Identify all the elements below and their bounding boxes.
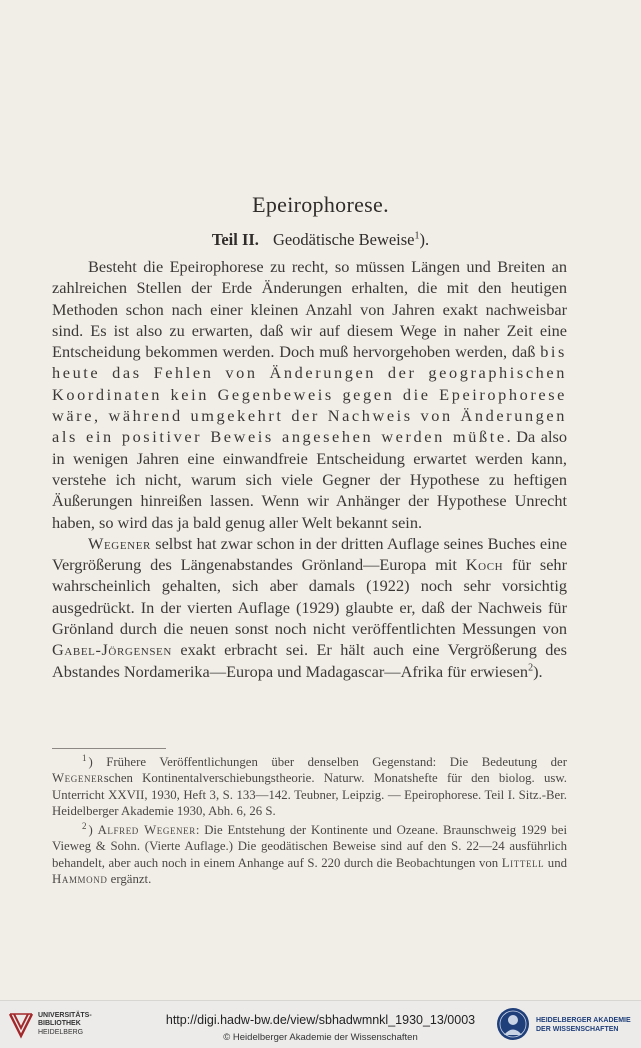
academy-seal-logo-icon[interactable] — [496, 1007, 530, 1041]
academy-line-2: DER WISSENSCHAFTEN — [536, 1025, 619, 1033]
body-text — [52, 256, 567, 682]
footnotes — [52, 754, 567, 890]
academy-line-1: HEIDELBERGER AKADEMIE — [536, 1017, 631, 1024]
footnote-2-author: Alfred Wegener — [97, 823, 196, 838]
viewer-footer — [0, 1000, 641, 1048]
paragraph-1-text-c: . Da also in wenigen Jahren eine einwandfreie Entscheidung erwartet werden kann, verstehe ich nicht, warum sich viele Gegner der Hypothese zu heftigen Äußerungen hinreißen lassen. Wenn wir Anhänger der Hypothese Unrecht haben, so wird das ja bald genug aller Welt bekannt sein. — [52, 427, 568, 532]
section-title-end: ). — [419, 230, 430, 249]
footnote-1-text-b: schen Kontinentalverschiebungstheorie. Naturw. Monatshefte für den biolog. usw. Unterricht XXVII, 1930, Heft 3, S. 133—142. Teubner, Leipzig. — Epeirophorese. Teil I. Sitz.-Ber. Heidelberger Akademie 1930, Abh. 6, 26 S. — [52, 771, 567, 818]
footnote-1-text-a: ) Frühere Veröffentlichungen über denselben Gegenstand: Die Bedeutung der — [88, 755, 567, 769]
academy-name — [536, 1017, 631, 1034]
part-label: Teil II. — [211, 230, 259, 249]
footnote-2-text-b: ergänzt. — [107, 872, 152, 887]
footnote-2-pre: ) — [88, 823, 98, 838]
footnote-2-author-littell: Littell — [501, 855, 545, 870]
section-title: Geodätische Beweise — [272, 230, 415, 249]
footnote-1 — [52, 754, 567, 819]
ub-line-2: BIBLIOTHEK — [38, 1020, 81, 1028]
footnote-1-author: Wegener — [52, 771, 104, 786]
footnote-2 — [52, 822, 567, 887]
footnote-ref-1[interactable]: 1 — [414, 230, 420, 242]
footnote-divider — [52, 748, 166, 749]
author-name-gabel-joergensen: Gabel-Jörgensen — [52, 640, 172, 660]
section-heading — [0, 230, 641, 250]
paragraph-2-text-a: selbst hat zwar schon in der dritten Auflage seines Buches eine Vergrößerung des Längenabstandes Grönland—Europa mit — [52, 533, 567, 575]
paragraph-2-text-b: für sehr wahrscheinlich gehalten, sich aber damals (1922) noch sehr vorsichtig ausgedrückt. In der vierten Auflage (1929) glaubte er, daß der Nachweis für Grönland durch die neuen sonst noch nicht veröffentlichten Messungen von — [52, 555, 567, 639]
footnote-1-number: 1 — [82, 752, 87, 763]
paragraph-2-text-c: exakt erbracht sei. Er hält auch eine Vergrößerung des Abstandes Nordamerika—Europa und Madagascar—Afrika für erwiesen — [52, 640, 567, 681]
author-name-koch: Koch — [465, 555, 504, 575]
footnote-2-text-mid: und — [544, 855, 567, 870]
paragraph-1-text-a: Besteht die Epeirophorese zu recht, so müssen Längen und Breiten an zahlreichen Stellen der Erde Änderungen erhalten, die mit den heutigen Methoden schon nach einer kleinen Anzahl von Jahren exakt nachweisbar sind. Es ist also zu erwarten, daß wir auf diesem Wege in naher Zeit eine Entscheidung bekommen werden. Doch muß hervorgehoben werden, daß — [52, 257, 567, 362]
paragraph-2-end: ). — [533, 661, 543, 681]
paragraph-1-emphasis: bis heute das Fehlen von Änderungen der geographischen Koordinaten kein Gegenbeweis gegen die Epeirophorese wäre, während umgekehrt der Nachweis von Änderungen als ein positiver Beweis angesehen werden müßte — [52, 342, 567, 447]
page-title: Epeirophorese. — [252, 192, 389, 217]
paragraph-2 — [52, 533, 567, 682]
permalink[interactable]: http://digi.hadw-bw.de/view/sbhadwmnkl_1930_13/0003 — [165, 1013, 476, 1027]
footnote-2-text-a: : Die Entstehung der Kontinente und Ozeane. Braunschweig 1929 bei Vieweg & Sohn. (Vierte Auflage.) Die geodätischen Beweise sind auf den S. 22—24 ausführlich behandelt, aber auch noch in einem Anhange auf S. 220 durch die Beobachtungen von — [52, 823, 567, 870]
ub-line-3: HEIDELBERG — [38, 1028, 84, 1036]
copyright-text: © Heidelberger Akademie der Wissenschaften — [223, 1032, 418, 1043]
footnote-2-author-hammond: Hammond — [52, 872, 108, 887]
footnote-2-number: 2 — [82, 820, 87, 831]
footnote-ref-2[interactable]: 2 — [528, 662, 534, 674]
author-name-wegener: Wegener — [88, 533, 151, 553]
paragraph-1 — [52, 256, 567, 533]
ub-line-1: UNIVERSITÄTS- — [38, 1012, 92, 1019]
